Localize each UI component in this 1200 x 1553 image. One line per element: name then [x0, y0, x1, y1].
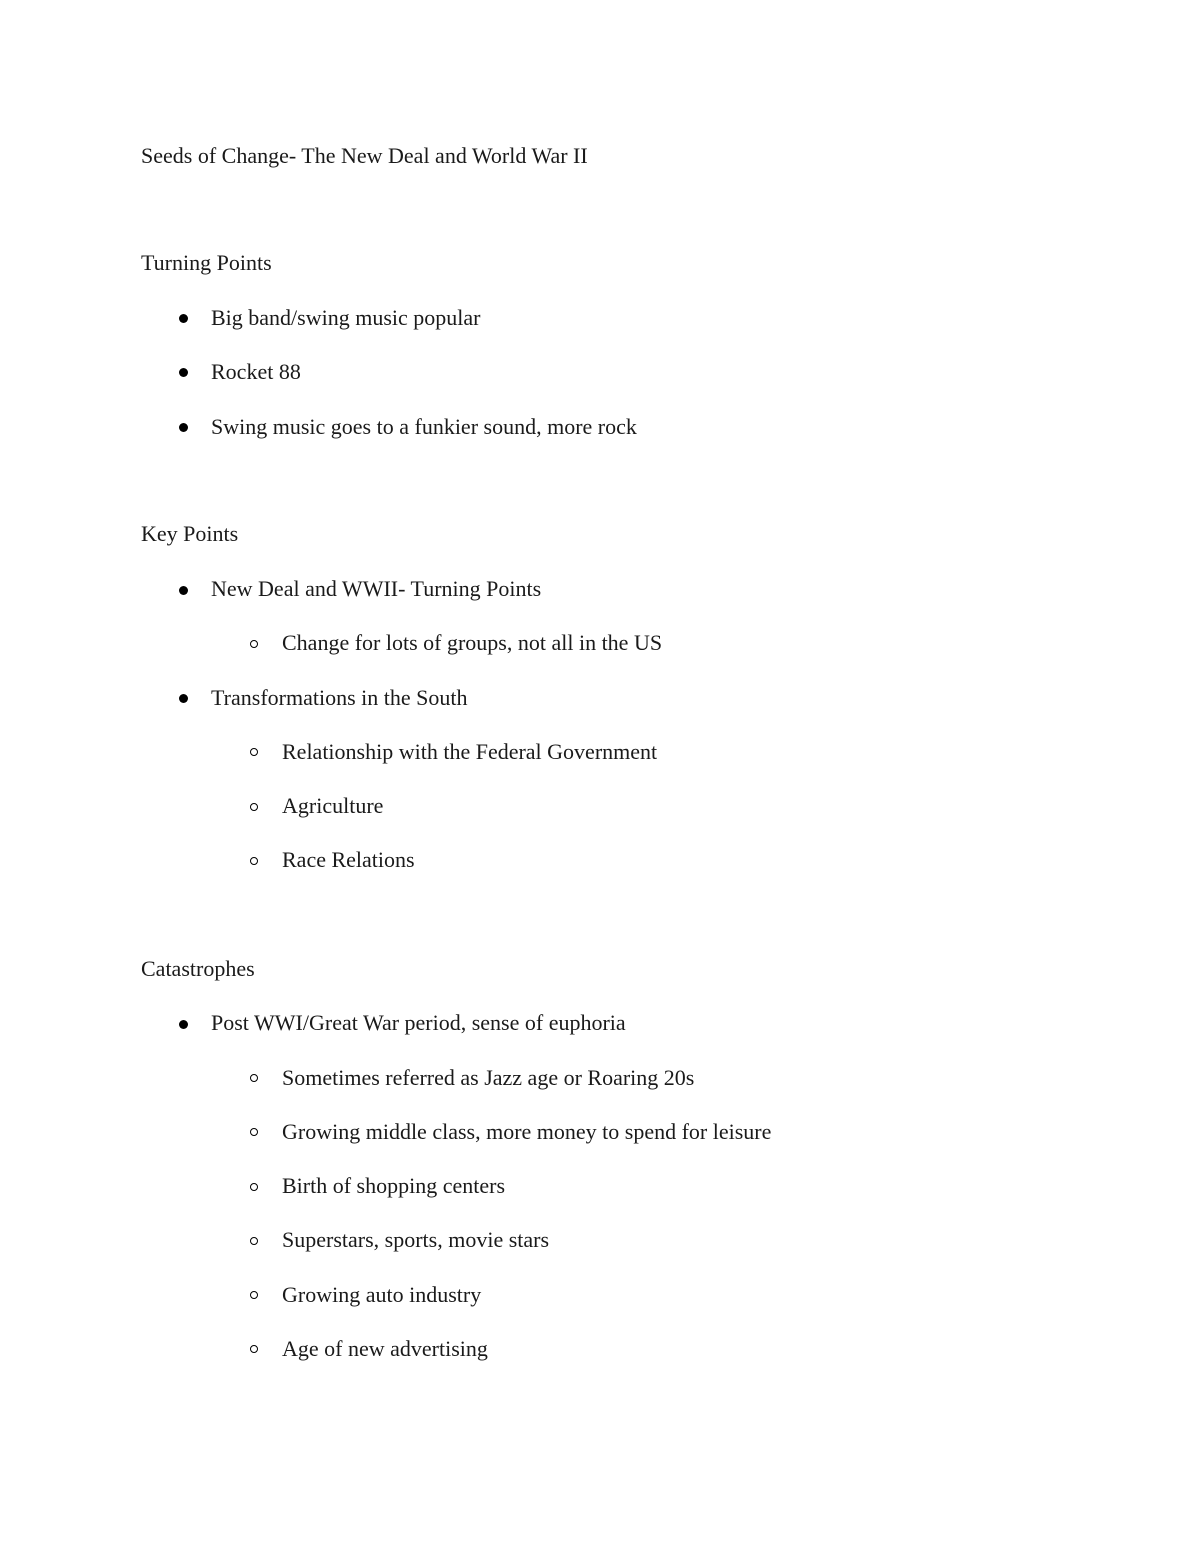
sub-bullet-icon — [250, 1074, 258, 1082]
sub-list-item: Age of new advertising — [282, 1336, 488, 1361]
bullet-icon — [179, 423, 188, 432]
sub-list-item: Change for lots of groups, not all in the US — [282, 630, 663, 655]
bullet-icon — [179, 314, 188, 323]
sub-list-item: Race Relations — [282, 847, 415, 872]
sub-bullet-icon — [250, 1291, 258, 1299]
sub-list-item: Agriculture — [282, 793, 384, 818]
bullet-icon — [179, 694, 188, 703]
sub-bullet-icon — [250, 1183, 258, 1191]
list-item: Rocket 88 — [211, 359, 301, 384]
list-item: Big band/swing music popular — [211, 305, 481, 330]
sub-list-item: Sometimes referred as Jazz age or Roaring 20s — [282, 1065, 695, 1090]
section-heading-key-points: Key Points — [141, 521, 239, 546]
sub-bullet-icon — [250, 748, 258, 756]
document-title: Seeds of Change- The New Deal and World War II — [141, 143, 588, 168]
bullet-icon — [179, 368, 188, 377]
sub-bullet-icon — [250, 1128, 258, 1136]
list-item: Post WWI/Great War period, sense of euphoria — [211, 1010, 626, 1035]
bullet-icon — [179, 586, 188, 595]
section-heading-turning-points: Turning Points — [141, 250, 272, 275]
section-heading-catastrophes: Catastrophes — [141, 956, 255, 981]
sub-bullet-icon — [250, 1237, 258, 1245]
list-item: New Deal and WWII- Turning Points — [211, 576, 542, 601]
sub-bullet-icon — [250, 803, 258, 811]
sub-bullet-icon — [250, 857, 258, 865]
sub-bullet-icon — [250, 1345, 258, 1353]
bullet-icon — [179, 1020, 188, 1029]
sub-list-item: Superstars, sports, movie stars — [282, 1227, 550, 1252]
sub-list-item: Birth of shopping centers — [282, 1173, 506, 1198]
sub-list-item: Growing middle class, more money to spend for leisure — [282, 1119, 772, 1144]
sub-list-item: Growing auto industry — [282, 1282, 482, 1307]
sub-list-item: Relationship with the Federal Government — [282, 739, 658, 764]
list-item: Transformations in the South — [211, 685, 468, 710]
sub-bullet-icon — [250, 640, 258, 648]
list-item: Swing music goes to a funkier sound, more rock — [211, 414, 637, 439]
